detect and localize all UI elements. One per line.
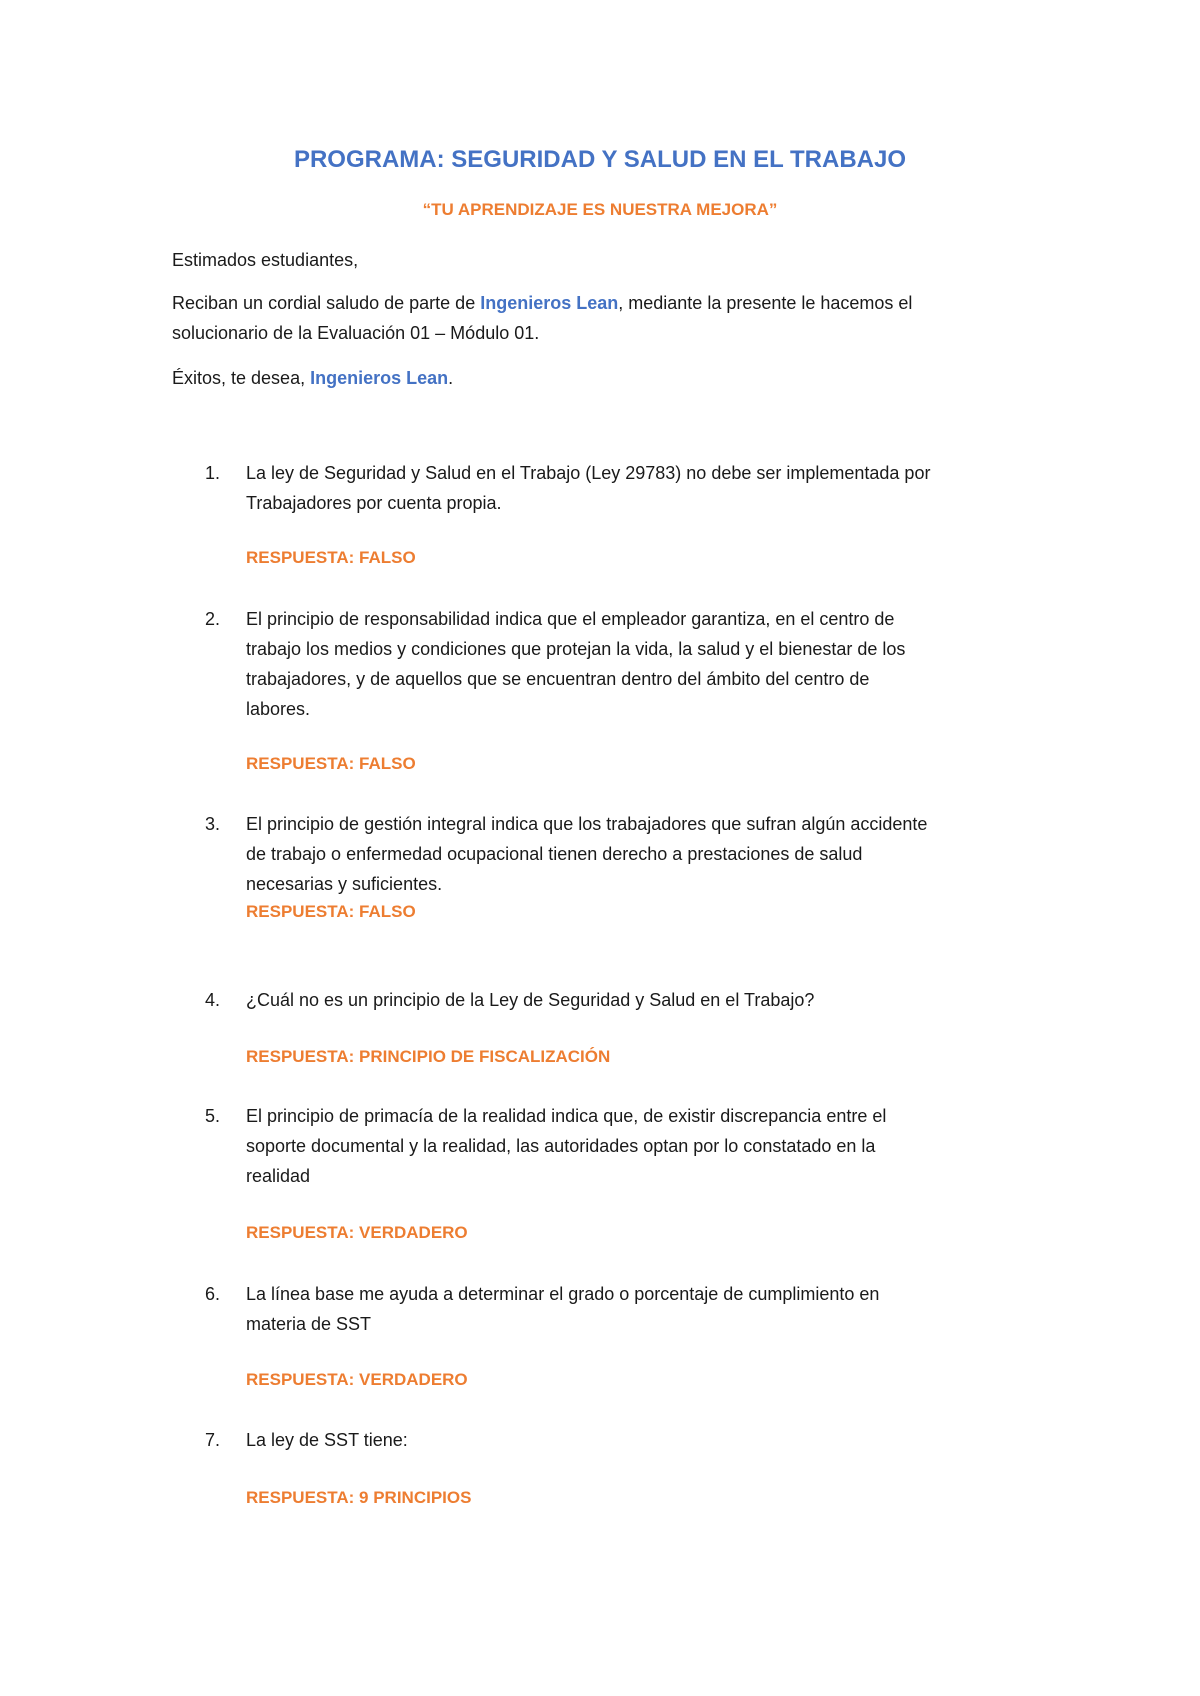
question-line: trabajadores, y de aquellos que se encuentran dentro del ámbito del centro de: [246, 669, 870, 689]
question-line: necesarias y suficientes.: [246, 874, 443, 894]
closing-line: [172, 363, 1032, 393]
closing-post: .: [448, 368, 454, 388]
question-line: labores.: [246, 699, 311, 719]
question-text: [246, 1279, 1036, 1339]
question-text: [246, 604, 1036, 724]
intro-line-1: [172, 288, 1032, 318]
question-number: 1.: [205, 463, 221, 483]
question-number: 5.: [205, 1106, 221, 1126]
question-text: [246, 458, 1036, 518]
question-text: [246, 809, 1036, 899]
question-line: La ley de Seguridad y Salud en el Trabajo (Ley 29783) no debe ser implementada por: [246, 463, 931, 483]
answer: RESPUESTA: 9 PRINCIPIOS: [246, 1488, 472, 1507]
question-text: [246, 1425, 1036, 1455]
question-line: El principio de gestión integral indica que los trabajadores que sufran algún accidente: [246, 814, 928, 834]
question-line: realidad: [246, 1166, 311, 1186]
closing-brand: Ingenieros Lean: [310, 368, 449, 388]
question-line: El principio de primacía de la realidad indica que, de existir discrepancia entre el: [246, 1106, 887, 1126]
question-number: 2.: [205, 609, 221, 629]
answer: RESPUESTA: PRINCIPIO DE FISCALIZACIÓN: [246, 1047, 611, 1066]
intro-line-1-pre: Reciban un cordial saludo de parte de: [172, 293, 481, 313]
question-line: de trabajo o enfermedad ocupacional tienen derecho a prestaciones de salud: [246, 844, 863, 864]
question-number: 3.: [205, 814, 221, 834]
answer: RESPUESTA: VERDADERO: [246, 1223, 468, 1242]
answer: RESPUESTA: FALSO: [246, 754, 416, 773]
question-text: [246, 985, 1036, 1015]
closing-pre: Éxitos, te desea,: [172, 368, 311, 388]
page-title: PROGRAMA: SEGURIDAD Y SALUD EN EL TRABAJO: [293, 146, 907, 173]
greeting: Estimados estudiantes,: [172, 250, 359, 270]
page-subtitle: “TU APRENDIZAJE ES NUESTRA MEJORA”: [422, 200, 778, 219]
intro-line-2: solucionario de la Evaluación 01 – Módulo 01.: [172, 323, 540, 343]
question-line: Trabajadores por cuenta propia.: [246, 493, 502, 513]
question-number: 4.: [205, 990, 221, 1010]
answer: RESPUESTA: FALSO: [246, 548, 416, 567]
question-line: soporte documental y la realidad, las autoridades optan por lo constatado en la: [246, 1136, 876, 1156]
answer: RESPUESTA: FALSO: [246, 902, 416, 921]
question-line: La ley de SST tiene:: [246, 1430, 408, 1450]
question-line: trabajo los medios y condiciones que protejan la vida, la salud y el bienestar de los: [246, 639, 906, 659]
intro-line-1-post: , mediante la presente le hacemos el: [618, 293, 913, 313]
question-line: La línea base me ayuda a determinar el grado o porcentaje de cumplimiento en: [246, 1284, 880, 1304]
question-line: ¿Cuál no es un principio de la Ley de Seguridad y Salud en el Trabajo?: [246, 990, 815, 1010]
question-line: El principio de responsabilidad indica que el empleador garantiza, en el centro de: [246, 609, 895, 629]
brand-name: Ingenieros Lean: [480, 293, 619, 313]
question-number: 6.: [205, 1284, 221, 1304]
question-text: [246, 1101, 1036, 1191]
answer: RESPUESTA: VERDADERO: [246, 1370, 468, 1389]
question-number: 7.: [205, 1430, 221, 1450]
question-line: materia de SST: [246, 1314, 372, 1334]
